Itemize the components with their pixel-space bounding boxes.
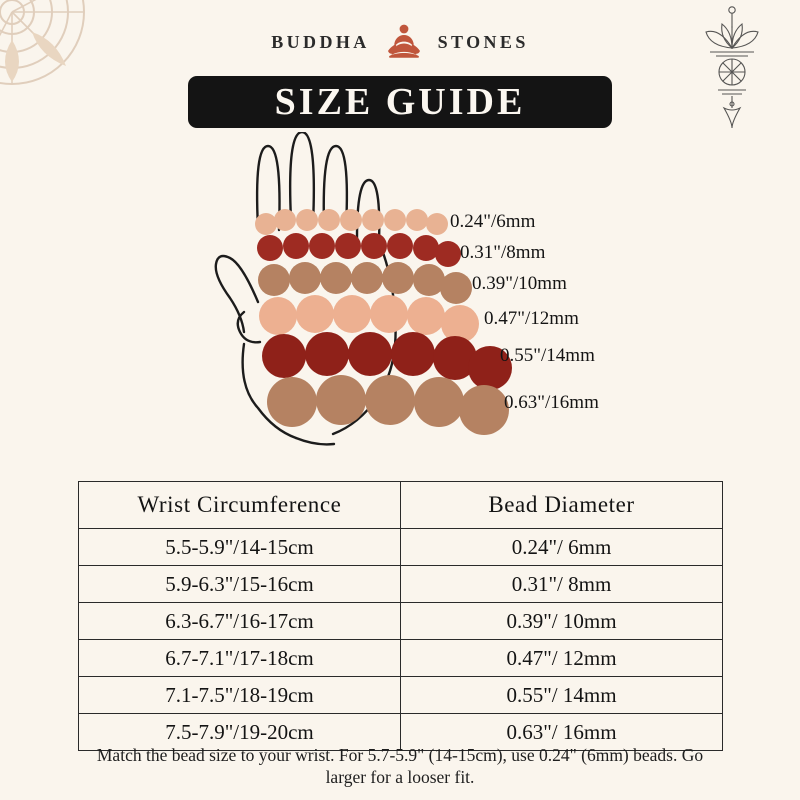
bead-label-16mm: 0.63"/16mm: [504, 392, 599, 413]
brand-word-left: BUDDHA: [271, 31, 370, 52]
bead-label-12mm: 0.47"/12mm: [484, 308, 579, 329]
table-row: [79, 529, 723, 566]
cell-bead: 0.63"/ 16mm: [401, 714, 723, 751]
table-row: [79, 677, 723, 714]
cell-wrist: 6.7-7.1"/17-18cm: [79, 640, 401, 677]
brand-lockup: [0, 22, 800, 62]
cell-bead: 0.24"/ 6mm: [401, 529, 723, 566]
page-title: [188, 76, 612, 128]
bead-label-8mm: 0.31"/8mm: [460, 242, 546, 263]
cell-bead: 0.55"/ 14mm: [401, 677, 723, 714]
size-table: [78, 481, 723, 751]
table-header-row: [79, 482, 723, 529]
cell-wrist: 5.5-5.9"/14-15cm: [79, 529, 401, 566]
bead-label-6mm: 0.24"/6mm: [450, 211, 536, 232]
cell-wrist: 5.9-6.3"/15-16cm: [79, 566, 401, 603]
brand-word-right: STONES: [437, 31, 529, 52]
cell-bead: 0.39"/ 10mm: [401, 603, 723, 640]
cell-wrist: 7.5-7.9"/19-20cm: [79, 714, 401, 751]
cell-wrist: 7.1-7.5"/18-19cm: [79, 677, 401, 714]
column-header-bead: Bead Diameter: [401, 482, 723, 529]
cell-bead: 0.31"/ 8mm: [401, 566, 723, 603]
page-title-text: SIZE GUIDE: [274, 81, 526, 123]
table-row: [79, 603, 723, 640]
cell-bead: 0.47"/ 12mm: [401, 640, 723, 677]
table-row: [79, 640, 723, 677]
bead-size-labels: [0, 132, 800, 462]
footnote-text: Match the bead size to your wrist. For 5.7-5.9" (14-15cm), use 0.24" (6mm) beads. Go larger for a looser fit.: [96, 745, 704, 787]
column-header-wrist: Wrist Circumference: [79, 482, 401, 529]
bead-label-14mm: 0.55"/14mm: [500, 345, 595, 366]
bead-label-10mm: 0.39"/10mm: [472, 273, 567, 294]
cell-wrist: 6.3-6.7"/16-17cm: [79, 603, 401, 640]
table-row: [79, 566, 723, 603]
meditating-buddha-icon: [382, 22, 426, 62]
